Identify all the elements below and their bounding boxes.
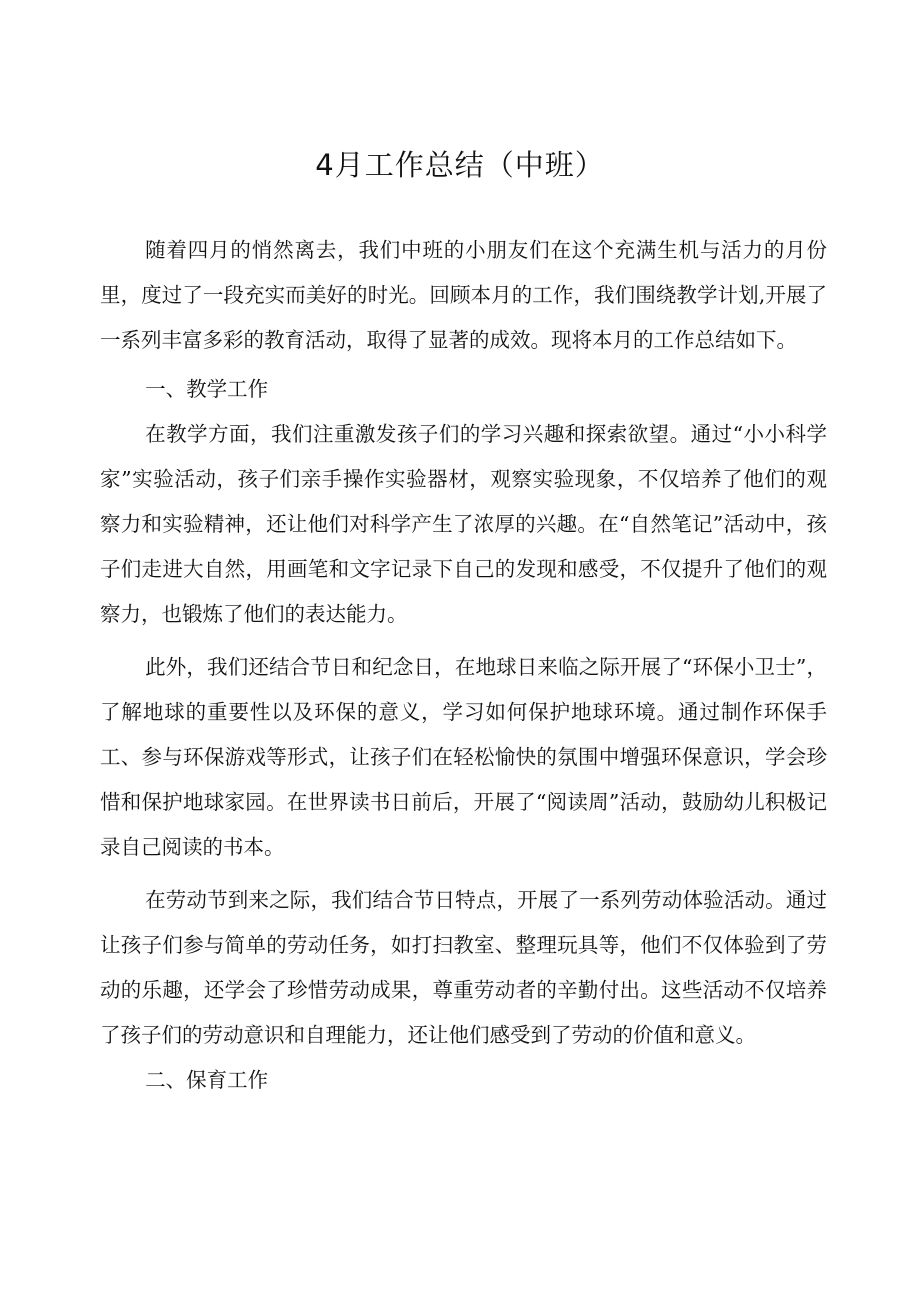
teaching-paragraph-1: 在教学方面，我们注重激发孩子们的学习兴趣和探索欲望。通过“小小科学家”实验活动，孩子们亲手操作实验器材，观察实验现象，不仅培养了他们的观察力和实验精神，还让他们对科学产生了浓厚的兴趣。在“自然笔记”活动中，孩子们走进大自然，用画笔和文字记录下自己的发现和感受，不仅提升了他们的观察力，也锻炼了他们的表达能力。 [100, 422, 827, 626]
intro-paragraph: 随着四月的悄然离去，我们中班的小朋友们在这个充满生机与活力的月份里，度过了一段充实而美好的时光。回顾本月的工作，我们围绕教学计划,开展了一系列丰富多彩的教育活动，取得了显著的成效。现将本月的工作总结如下。 [100, 238, 827, 352]
teaching-paragraph-3: 在劳动节到来之际，我们结合节日特点，开展了一系列劳动体验活动。通过让孩子们参与简单的劳动任务，如打扫教室、整理玩具等，他们不仅体验到了劳动的乐趣，还学会了珍惜劳动成果，尊重劳动者的辛勤付出。这些活动不仅培养了孩子们的劳动意识和自理能力，还让他们感受到了劳动的价值和意义。 [100, 888, 827, 1047]
section-heading-care: 二、保育工作 [145, 1068, 269, 1092]
document-title: 4月工作总结（中班） [315, 148, 605, 182]
section-heading-teaching: 一、教学工作 [145, 377, 269, 401]
document-body [100, 228, 827, 1103]
teaching-paragraph-2: 此外，我们还结合节日和纪念日，在地球日来临之际开展了“环保小卫士”，了解地球的重要性以及环保的意义，学习如何保护地球环境。通过制作环保手工、参与环保游戏等形式，让孩子们在轻松愉快的氛围中增强环保意识，学会珍惜和保护地球家园。在世界读书日前后，开展了“阅读周”活动，鼓励幼儿积极记录自己阅读的书本。 [100, 655, 827, 859]
